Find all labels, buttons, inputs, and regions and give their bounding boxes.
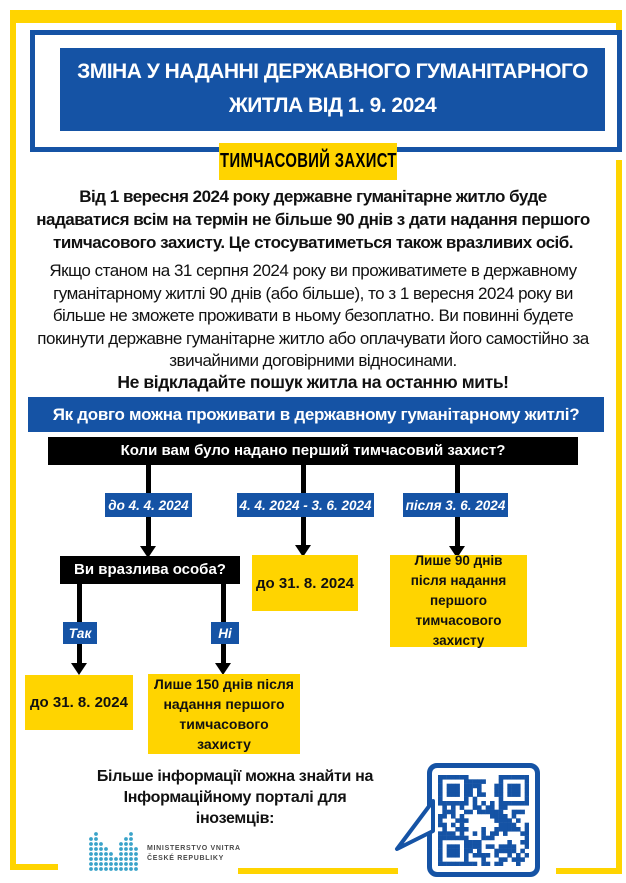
ministry-name-line1: MINISTERSTVO VNITRA — [147, 845, 241, 852]
temporary-protection-badge — [219, 143, 397, 180]
branch1-date-label: до 4. 4. 2024 — [105, 493, 192, 517]
flowchart-when-question: Коли вам було надано перший тимчасовий захист? — [48, 437, 578, 465]
yes-label: Так — [63, 622, 97, 644]
qr-code — [427, 763, 540, 877]
ministry-logo-text — [147, 844, 241, 863]
no-result-box: Лише 150 днів після надання першого тимчасового захисту — [148, 674, 300, 754]
more-info-text: Більше інформації можна знайти на Інформаційному порталі для іноземців: — [96, 768, 374, 827]
frame-bottom-left-stub — [10, 864, 58, 870]
yes-result-box: до 31. 8. 2024 — [25, 675, 133, 730]
qr-speech-bubble-tail — [393, 797, 435, 853]
branch2-date-label: 4. 4. 2024 - 3. 6. 2024 — [237, 493, 374, 517]
frame-top-line — [10, 10, 622, 23]
badge-label: ТИМЧАСОВИЙ ЗАХИСТ — [219, 150, 397, 172]
ministry-logo-icon — [88, 831, 140, 873]
intro-paragraph: Від 1 вересня 2024 року державне гуманітарне житло буде надаватися всім на термін не більше 90 днів з дати надання першого тимчасового захисту. Це стосуватиметься також вразливих осіб. — [36, 187, 590, 252]
frame-right-line — [616, 160, 622, 874]
no-label: Ні — [211, 622, 239, 644]
branch3-date-label: після 3. 6. 2024 — [403, 493, 508, 517]
flowchart-main-question: Як довго можна проживати в державному гуманітарному житлі? — [28, 397, 604, 432]
arrowhead-yes — [71, 663, 87, 675]
qr-code-pattern — [438, 775, 529, 866]
branch3-result-box: Лише 90 днів після надання першого тимчасового захисту — [390, 555, 527, 647]
frame-bottom-right-stub — [556, 868, 622, 874]
vulnerable-question-box: Ви вразлива особа? — [60, 556, 240, 584]
frame-left-line — [10, 23, 16, 870]
page-title: ЗМІНА У НАДАННІ ДЕРЖАВНОГО ГУМАНІТАРНОГО ЖИТЛА ВІД 1. 9. 2024 — [60, 48, 605, 131]
branch2-result-box: до 31. 8. 2024 — [252, 555, 358, 611]
warning-text: Не відкладайте пошук житла на останню мить! — [117, 372, 509, 392]
body-paragraph: Якщо станом на 31 серпня 2024 року ви проживатимете в державному гуманітарному житлі 90 днів (або більше), то з 1 вересня 2024 року ви більше не зможете проживати в ньому безоплатно. Ви повинні будете покинути державне гуманітарне житло або оплачувати його самостійно за звичайними договірними відносинами. — [37, 261, 589, 370]
ministry-name-line2: ČESKÉ REPUBLIKY — [147, 854, 225, 862]
frame-bottom-middle-line — [238, 868, 398, 874]
